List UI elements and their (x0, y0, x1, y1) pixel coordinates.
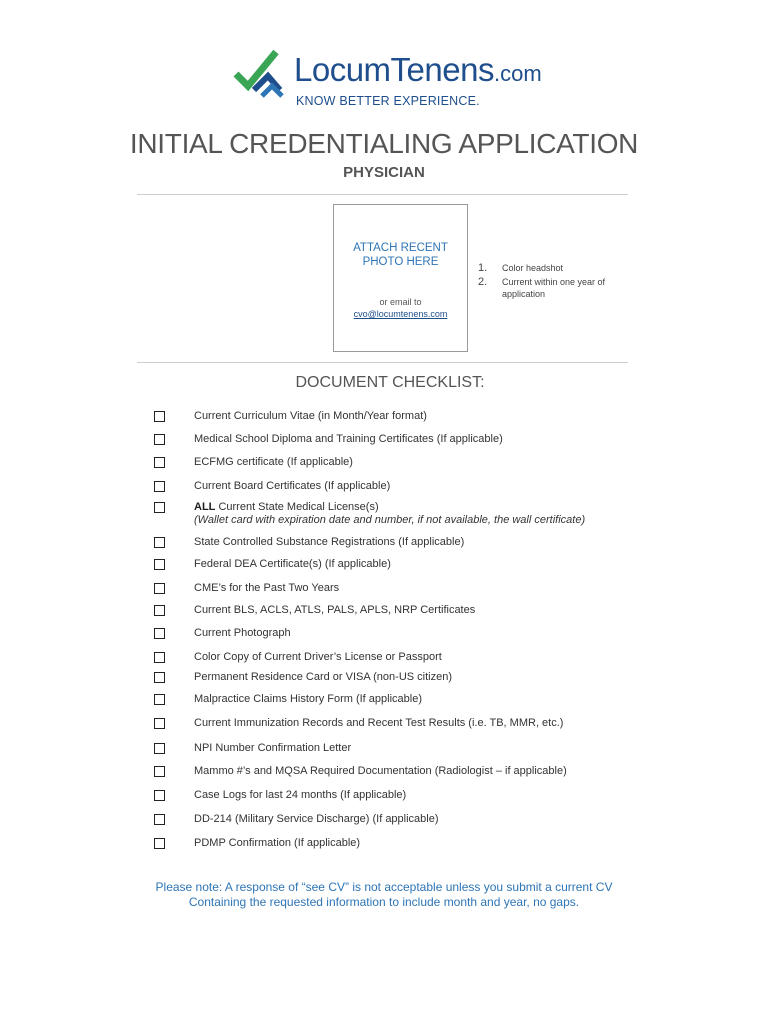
checkbox[interactable] (154, 694, 165, 705)
logo-word: LocumTenens (294, 51, 494, 88)
checklist-item-label: ECFMG certificate (If applicable) (194, 456, 353, 468)
photo-requirement-item (478, 262, 628, 275)
photo-instruction (334, 241, 467, 269)
checkbox[interactable] (154, 583, 165, 594)
requirement-text: Current within one year of application (502, 276, 606, 299)
company-logo (232, 44, 572, 114)
checklist-item-label: State Controlled Substance Registrations (If applicable) (194, 536, 465, 548)
checkbox[interactable] (154, 502, 165, 513)
checklist-item-label: Mammo #’s and MQSA Required Documentation (Radiologist – if applicable) (194, 765, 567, 777)
photo-title-line2: PHOTO HERE (362, 256, 439, 268)
checkbox[interactable] (154, 766, 165, 777)
checkmark-logo-icon (232, 46, 290, 98)
checkbox[interactable] (154, 790, 165, 801)
logo-wordmark (294, 50, 542, 94)
license-text: Current State Medical License(s) (215, 501, 379, 513)
photo-title-line1: ATTACH RECENT (353, 242, 448, 254)
checklist-item-label (194, 501, 585, 527)
requirement-number: 1. (478, 262, 488, 274)
checklist-item-label: Current Board Certificates (If applicable) (194, 480, 391, 492)
requirement-number: 2. (478, 275, 488, 288)
photo-or-text: or email to (379, 297, 422, 307)
checkbox[interactable] (154, 652, 165, 663)
checkbox[interactable] (154, 628, 165, 639)
checkbox[interactable] (154, 743, 165, 754)
photo-email-link[interactable]: cvo@locumtenens.com (353, 309, 448, 319)
checklist-item-label: Permanent Residence Card or VISA (non-US citizen) (194, 671, 453, 683)
divider (137, 194, 628, 195)
checklist-item-label: Color Copy of Current Driver’s License or Passport (194, 651, 442, 663)
checkbox[interactable] (154, 559, 165, 570)
checkbox[interactable] (154, 434, 165, 445)
checklist-item-label: NPI Number Confirmation Letter (194, 742, 352, 754)
divider (137, 362, 628, 363)
checklist-item-label: DD-214 (Military Service Discharge) (If applicable) (194, 813, 439, 825)
license-subnote: (Wallet card with expiration date and number, if not available, the wall certificate) (194, 514, 586, 526)
checkbox[interactable] (154, 411, 165, 422)
checklist-item-label: PDMP Confirmation (If applicable) (194, 837, 361, 849)
checkbox[interactable] (154, 672, 165, 683)
checklist-item-label: Current Immunization Records and Recent Test Results (i.e. TB, MMR, etc.) (194, 717, 564, 729)
checklist-item-label: Case Logs for last 24 months (If applicable) (194, 789, 407, 801)
checkbox[interactable] (154, 457, 165, 468)
checklist-item-label: Current BLS, ACLS, ATLS, PALS, APLS, NRP Certificates (194, 604, 476, 616)
photo-requirement-item (478, 276, 628, 301)
checkbox[interactable] (154, 605, 165, 616)
requirement-text: Color headshot (502, 263, 564, 273)
checkbox[interactable] (154, 838, 165, 849)
checklist-item-label: Current Curriculum Vitae (in Month/Year format) (194, 410, 427, 422)
checklist-item-label: CME’s for the Past Two Years (194, 582, 340, 594)
checklist-item-label: Federal DEA Certificate(s) (If applicable) (194, 558, 391, 570)
photo-requirements (478, 262, 628, 302)
cv-note-line1: Please note: A response of “see CV” is not acceptable unless you submit a current CV (155, 880, 613, 894)
cv-note-line2: Containing the requested information to include month and year, no gaps. (188, 895, 580, 909)
page-subtitle: PHYSICIAN (343, 164, 425, 181)
checkbox[interactable] (154, 718, 165, 729)
photo-attach-box (333, 204, 468, 352)
checklist-title: DOCUMENT CHECKLIST: (295, 374, 485, 391)
checklist-item-label: Malpractice Claims History Form (If applicable) (194, 693, 422, 705)
checkbox[interactable] (154, 537, 165, 548)
logo-tagline: KNOW BETTER EXPERIENCE. (296, 94, 480, 108)
page-title: INITIAL CREDENTIALING APPLICATION (129, 128, 639, 159)
emphasis-all: ALL (194, 501, 216, 513)
checklist-item-label: Medical School Diploma and Training Certificates (If applicable) (194, 433, 503, 445)
logo-dotcom: .com (493, 61, 542, 86)
checklist-item-label: Current Photograph (194, 627, 291, 639)
checkbox[interactable] (154, 814, 165, 825)
checkbox[interactable] (154, 481, 165, 492)
